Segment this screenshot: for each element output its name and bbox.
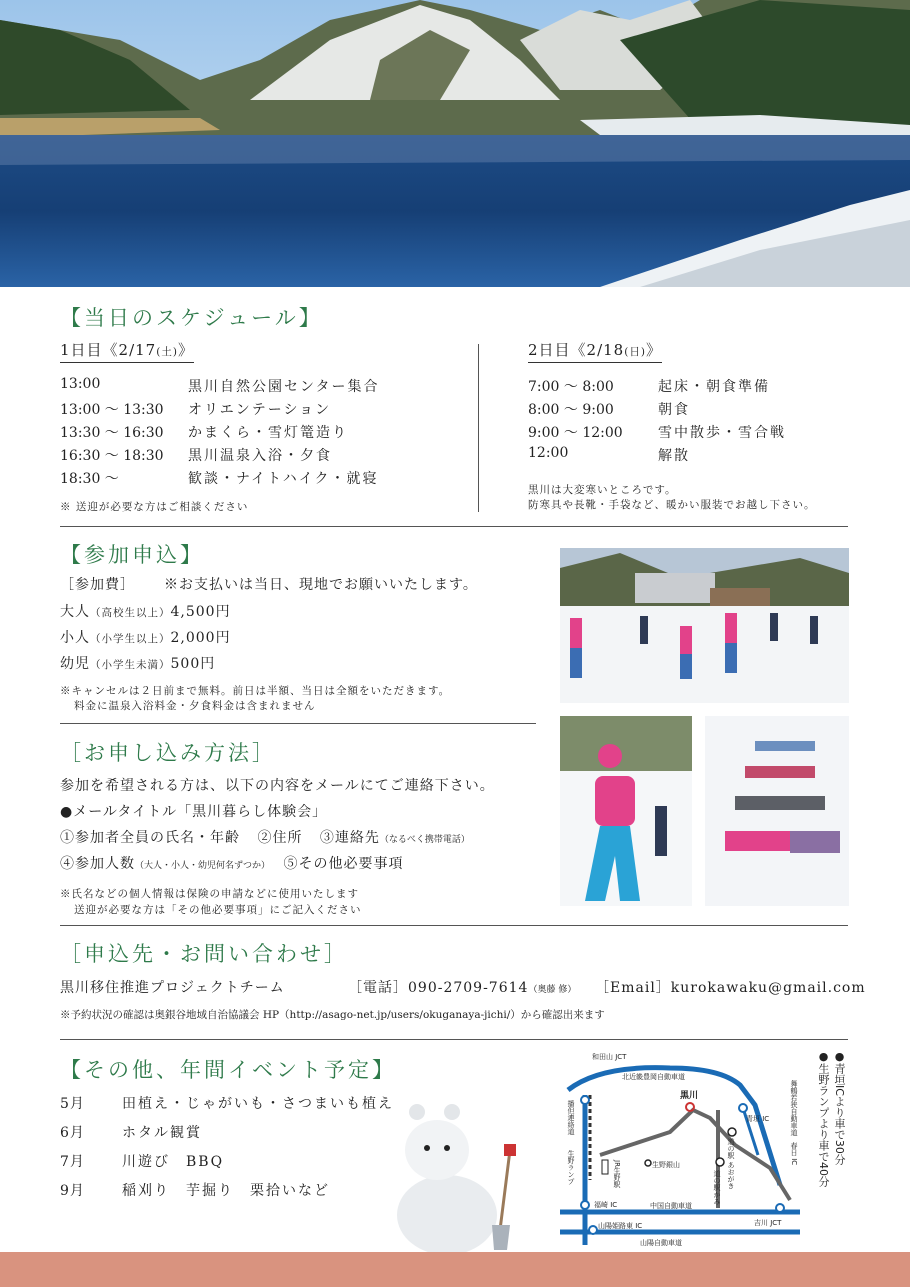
apply-line1: [60, 827, 470, 847]
apply-line2: [60, 853, 403, 873]
map-label-jr-ikuno: JR生野駅: [613, 1160, 621, 1188]
schedule-time: 8:00 〜 9:00: [528, 402, 614, 418]
schedule-time: 9:00 〜 12:00: [528, 425, 623, 441]
section-rule: [60, 1039, 848, 1040]
schedule-time: 16:30 〜 18:30: [60, 448, 164, 464]
fees-payment-note: ※お支払いは当日、現地でお願いいたします。: [164, 577, 478, 593]
schedule-row: [528, 399, 848, 422]
access-note-aogaki: ●青垣ICより車で30分: [833, 1050, 846, 1165]
apply-item: ⑤その他必要事項: [283, 856, 404, 872]
day2-weekday: (日): [624, 346, 646, 358]
events-list: [60, 1093, 420, 1203]
apply-item: ①参加者全員の氏名・年齢: [60, 830, 240, 846]
schedule-time: 13:30 〜 16:30: [60, 425, 164, 441]
day1-date: 1日目《2/17: [60, 341, 157, 359]
schedule-activity: 歓談・ナイトハイク・就寝: [188, 471, 379, 487]
schedule-time: 12:00: [528, 445, 569, 461]
snowball-throw-photo: [560, 716, 692, 906]
day1-weekday: (土): [156, 346, 178, 358]
map-label-sanyo-himeji: 山陽姫路東 IC: [598, 1222, 643, 1230]
apply-item: ④参加人数: [60, 856, 135, 872]
fee-price: 500円: [170, 656, 216, 672]
map-label-kitakinki: 北近畿豊岡自動車道: [622, 1073, 685, 1081]
schedule-activity: 起床・朝食準備: [658, 379, 770, 395]
schedule-row: [60, 376, 460, 399]
map-label-yoshikawa: 吉川 JCT: [754, 1219, 782, 1227]
day2-schedule: [528, 376, 848, 468]
fees-note2: 料金に温泉入浴料金・夕食料金は含まれません: [74, 700, 316, 712]
map-label-fukusaki: 福崎 IC: [594, 1201, 618, 1209]
event-row: [60, 1093, 420, 1116]
event-desc: ホタル観賞: [122, 1125, 202, 1141]
schedule-row: [60, 468, 460, 491]
schedule-row: [60, 399, 460, 422]
schedule-activity: 黒川自然公園センター集合: [188, 379, 380, 395]
access-map: [560, 1050, 812, 1246]
day2-heading: [528, 339, 662, 363]
contact-note: ※予約状況の確認は奥銀谷地域自治協議会 HP（http://asago-net.jp/users/okuganaya-jichi/）から確認出来ます: [60, 1009, 605, 1021]
schedule-time: 7:00 〜 8:00: [528, 379, 614, 395]
fee-row: [60, 627, 231, 647]
schedule-time: 13:00: [60, 376, 101, 392]
fee-price: 4,500円: [170, 604, 231, 620]
event-month: 5月: [60, 1096, 85, 1112]
schedule-row: [528, 376, 848, 399]
day1-heading: [60, 339, 194, 363]
fees-label: ［参加費］: [60, 577, 135, 593]
section-rule: [60, 925, 848, 926]
apply-title: ［お申し込み方法］: [60, 741, 276, 765]
map-label-harima: 播但連絡道: [567, 1100, 575, 1135]
day2-date: 2日目《2/18: [528, 341, 625, 359]
day2-note-line: 防寒具や長靴・手袋など、暖かい服装でお越し下さい。: [528, 499, 816, 511]
day1-close: 》: [177, 341, 194, 359]
schedule-activity: 解散: [658, 448, 690, 464]
schedule-row: [528, 445, 848, 468]
tel-number[interactable]: 090-2709-7614: [408, 980, 529, 996]
apply-note2: 送迎が必要な方は「その他必要事項」にご記入ください: [74, 904, 362, 916]
map-label-wadayama: 和田山 JCT: [592, 1053, 627, 1061]
fees-title: 【参加申込】: [60, 543, 204, 567]
apply-item: ③連絡先: [319, 830, 380, 846]
email-link[interactable]: kurokawaku@gmail.com: [670, 980, 866, 996]
contact-email-line: [595, 977, 866, 997]
section-rule: [60, 723, 536, 724]
schedule-time: 13:00 〜 13:30: [60, 402, 164, 418]
schedule-title: 【当日のスケジュール】: [60, 306, 323, 330]
apply-mail-title: ●メールタイトル「黒川暮らし体験会」: [60, 804, 328, 820]
map-label-kurokawa: 黒川: [680, 1091, 699, 1101]
map-label-sanyo: 山陽自動車道: [640, 1239, 682, 1247]
map-label-kasugai: 春日 IC: [790, 1142, 798, 1166]
email-label: ［Email］: [595, 980, 671, 996]
fee-name: 小人: [60, 630, 90, 646]
event-row: [60, 1122, 420, 1145]
fee-cond: （小学生以上）: [90, 633, 171, 645]
schedule-divider: [478, 344, 479, 512]
event-row: [60, 1151, 420, 1174]
apply-item-note: （大人・小人・幼児何名ずつか）: [135, 861, 271, 871]
schedule-row: [528, 422, 848, 445]
access-note-ikuno: ●生野ランプより車で40分: [817, 1050, 830, 1187]
fees-note1: ※キャンセルは２日前まで無料。前日は半額、当日は全額をいただきます。: [60, 685, 451, 697]
map-label-ikuno-ramp: 生野ランプ: [567, 1150, 575, 1185]
schedule-row: [60, 445, 460, 468]
day1-note: ※ 送迎が必要な方はご相談ください: [60, 501, 249, 513]
schedule-row: [60, 422, 460, 445]
map-label-ikuno-ginzan: 生野銀山: [652, 1161, 680, 1169]
map-label-chugoku: 中国自動車道: [650, 1202, 692, 1210]
tel-label: ［電話］: [348, 980, 408, 996]
hero-lake-photo: [0, 0, 910, 287]
event-desc: 田植え・じゃがいも・さつまいも植え: [122, 1096, 394, 1112]
snowball-field-photo: [560, 548, 849, 703]
map-label-maizuru: 舞鶴若狭自動車道: [790, 1080, 798, 1136]
fee-row: [60, 653, 215, 673]
section-rule: [60, 526, 848, 527]
footer-bar: [0, 1252, 910, 1287]
day1-schedule: [60, 376, 460, 491]
map-label-michi-kami: 道の駅かみ: [713, 1170, 721, 1205]
contact-tel-line: [348, 977, 576, 997]
snow-angel-photo: [705, 716, 849, 906]
snowman-image: [392, 1100, 522, 1252]
day2-note: [528, 483, 816, 513]
event-month: 7月: [60, 1154, 85, 1170]
schedule-activity: オリエンテーション: [188, 402, 332, 418]
tel-person: （奥藤 修）: [528, 985, 577, 995]
event-month: 9月: [60, 1183, 85, 1199]
fee-name: 大人: [60, 604, 90, 620]
apply-note1: ※氏名などの個人情報は保険の申請などに使用いたします: [60, 888, 359, 900]
day2-close: 》: [645, 341, 662, 359]
event-month: 6月: [60, 1125, 85, 1141]
fee-cond: （高校生以上）: [90, 607, 171, 619]
schedule-activity: 雪中散歩・雪合戦: [658, 425, 786, 441]
event-row: [60, 1180, 420, 1203]
schedule-activity: 朝食: [658, 402, 690, 418]
map-label-michi-aogaki: 道の駅 あおがき: [727, 1138, 735, 1190]
fee-row: [60, 601, 231, 621]
schedule-activity: 黒川温泉入浴・夕食: [188, 448, 332, 464]
apply-item-note: （なるべく携帯電話）: [379, 835, 470, 845]
day2-note-line: 黒川は大変寒いところです。: [528, 484, 677, 496]
fee-price: 2,000円: [170, 630, 231, 646]
fee-cond: （小学生未満）: [90, 659, 171, 671]
apply-item: ②住所: [257, 830, 303, 846]
events-title: 【その他、年間イベント予定】: [60, 1058, 396, 1082]
apply-intro: 参加を希望される方は、以下の内容をメールにてご連絡下さい。: [60, 778, 495, 794]
fee-name: 幼児: [60, 656, 90, 672]
schedule-activity: かまくら・雪灯篭造り: [188, 425, 348, 441]
contact-title: ［申込先・お問い合わせ］: [60, 942, 348, 966]
event-desc: 川遊び BBQ: [122, 1154, 225, 1170]
map-label-aogaki: 青垣 IC: [746, 1115, 770, 1123]
contact-team: 黒川移住推進プロジェクトチーム: [60, 980, 285, 996]
event-desc: 稲刈り 芋掘り 栗拾いなど: [122, 1183, 330, 1199]
schedule-time: 18:30 〜: [60, 471, 119, 487]
